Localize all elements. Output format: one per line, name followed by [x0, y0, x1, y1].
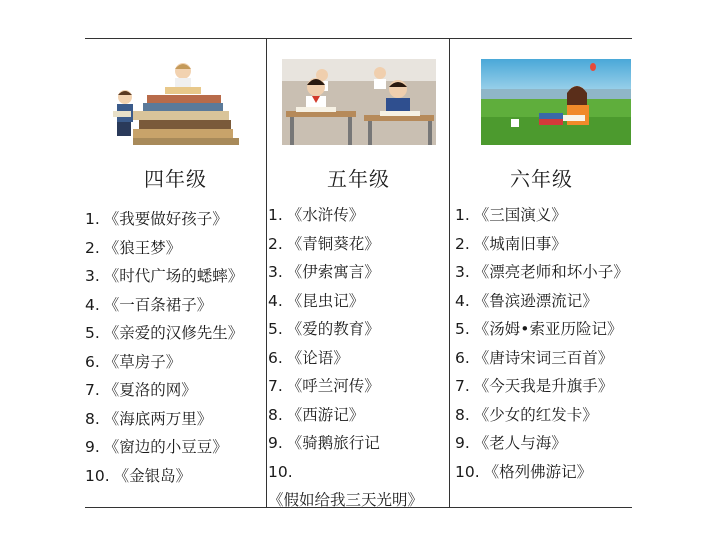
- list-item: 2. 《狼王梦》: [85, 238, 182, 257]
- list-item: 6. 《论语》: [268, 348, 349, 367]
- list-item: 9. 《老人与海》: [455, 434, 567, 452]
- list-item: 2. 《城南旧事》: [455, 234, 567, 253]
- list-item: 4. 《鲁滨逊漂流记》: [455, 291, 598, 310]
- list-item: 3. 《漂亮老师和坏小子》: [455, 263, 629, 281]
- grade-6-column: [451, 39, 632, 507]
- grade-heading: 六年级: [510, 167, 573, 191]
- column-divider: [266, 39, 267, 507]
- list-item: 6. 《草房子》: [85, 352, 182, 371]
- list-item: 5. 《汤姆•索亚历险记》: [455, 320, 623, 338]
- grade-heading: 四年级: [144, 167, 207, 191]
- list-item: 10.《假如给我三天光明》: [268, 462, 424, 509]
- book-list: [451, 201, 632, 486]
- list-item: 4. 《一百条裙子》: [85, 295, 213, 314]
- grade-4-column: [85, 39, 266, 507]
- list-item: 7. 《呼兰河传》: [268, 377, 380, 395]
- list-item: 9. 《骑鹅旅行记: [268, 434, 380, 452]
- list-item: 10. 《金银岛》: [85, 466, 192, 485]
- list-item: 1. 《我要做好孩子》: [85, 210, 228, 228]
- list-item: 3. 《伊索寓言》: [268, 263, 380, 281]
- girl-reading-outdoors-image: [481, 59, 631, 145]
- grade-5-column: [268, 39, 449, 507]
- list-item: 1. 《水浒传》: [268, 206, 365, 224]
- book-list: [268, 201, 449, 515]
- list-item: 5. 《爱的教育》: [268, 320, 380, 338]
- list-item: 7. 《夏洛的网》: [85, 381, 197, 399]
- children-reading-image: [103, 59, 245, 145]
- list-item: 1. 《三国演义》: [455, 206, 567, 224]
- list-item: 6. 《唐诗宋词三百首》: [455, 348, 614, 367]
- list-item: 8. 《西游记》: [268, 405, 365, 424]
- book-list: [85, 205, 266, 490]
- list-item: 3. 《时代广场的蟋蟀》: [85, 267, 244, 285]
- reading-list-table: [85, 38, 632, 508]
- list-item: 2. 《青铜葵花》: [268, 234, 380, 253]
- classroom-students-image: [282, 59, 436, 145]
- list-item: 8. 《海底两万里》: [85, 409, 213, 428]
- grade-heading: 五年级: [327, 167, 390, 191]
- list-item: 5. 《亲爱的汉修先生》: [85, 324, 244, 342]
- list-item: 8. 《少女的红发卡》: [455, 405, 598, 424]
- list-item: 4. 《昆虫记》: [268, 291, 365, 310]
- list-item: 10. 《格列佛游记》: [455, 462, 593, 481]
- column-divider: [449, 39, 450, 507]
- list-item: 9. 《窗边的小豆豆》: [85, 438, 228, 456]
- list-item: 7. 《今天我是升旗手》: [455, 377, 614, 395]
